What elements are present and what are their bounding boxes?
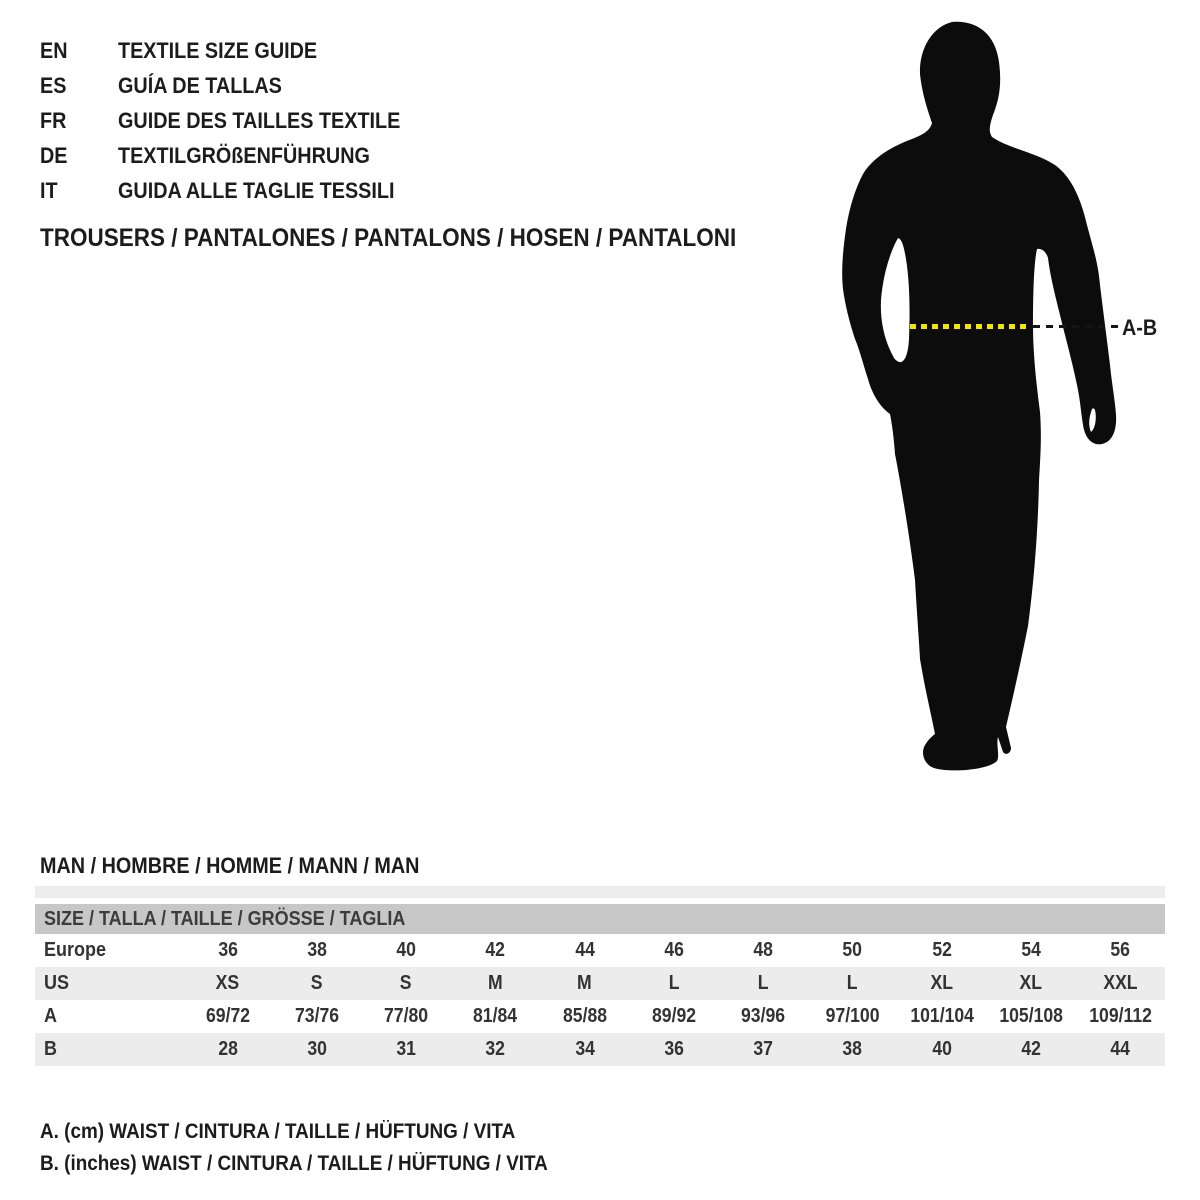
size-cell: 101/104	[909, 1005, 974, 1027]
size-cell: 38	[307, 939, 327, 961]
size-table-header: SIZE / TALLA / TAILLE / GRÖSSE / TAGLIA	[35, 904, 1165, 934]
guide-title-fr: GUIDE DES TAILLES TEXTILE	[118, 107, 401, 133]
size-cell: 38	[842, 1038, 863, 1060]
size-cell: L	[847, 972, 858, 994]
size-cell: 46	[664, 939, 684, 961]
size-cell: 42	[485, 939, 506, 961]
row-label: B	[44, 1038, 58, 1060]
language-code: IT	[40, 177, 58, 203]
size-cell: S	[400, 972, 413, 994]
size-table	[35, 886, 1165, 1066]
language-code: DE	[40, 142, 68, 168]
size-cell: 48	[753, 939, 774, 961]
size-cell: 69/72	[205, 1005, 250, 1027]
size-cell: 50	[842, 939, 863, 961]
size-cell: 54	[1021, 939, 1041, 961]
language-code: EN	[40, 37, 68, 63]
guide-title-es: GUÍA DE TALLAS	[118, 72, 282, 98]
size-cell: 77/80	[384, 1005, 429, 1027]
language-row-es	[40, 68, 432, 103]
size-cell: 109/112	[1088, 1005, 1152, 1027]
category-title: TROUSERS / PANTALONES / PANTALONS / HOSEN / PANTALONI	[40, 224, 737, 252]
size-cell: 30	[307, 1038, 327, 1060]
waist-dotted-line	[910, 324, 1030, 329]
size-cell: 97/100	[825, 1005, 880, 1027]
size-cell: 36	[217, 939, 238, 961]
size-cell: 93/96	[741, 1005, 786, 1027]
table-top-divider	[35, 886, 1165, 898]
row-label: US	[44, 972, 70, 994]
size-cell: 44	[1110, 1038, 1131, 1060]
size-cell: 28	[217, 1038, 238, 1060]
man-silhouette	[842, 22, 1116, 771]
size-table-row-us	[35, 967, 1165, 1000]
size-cell: 89/92	[651, 1005, 696, 1027]
size-cell: 56	[1110, 939, 1131, 961]
size-table-row-b-inches	[35, 1033, 1165, 1066]
language-row-it	[40, 173, 432, 208]
size-cell: 40	[396, 939, 416, 961]
measurement-footnotes	[40, 1116, 604, 1180]
size-cell: 105/108	[999, 1005, 1063, 1027]
size-cell: 37	[753, 1038, 774, 1060]
size-cell: 36	[664, 1038, 684, 1060]
language-row-fr	[40, 103, 432, 138]
size-cell: L	[757, 972, 769, 994]
man-silhouette-figure	[820, 0, 1200, 800]
size-cell: XS	[215, 972, 240, 994]
size-table-row-a-cm	[35, 1000, 1165, 1033]
size-cell: 52	[931, 939, 952, 961]
size-cell: XL	[930, 972, 953, 994]
size-cell: M	[577, 972, 593, 994]
section-title-man: MAN / HOMBRE / HOMME / MANN / MAN	[40, 853, 420, 878]
footnote-a-cm: A. (cm) WAIST / CINTURA / TAILLE / HÜFTUNG / VITA	[40, 1120, 516, 1143]
language-row-en	[40, 33, 432, 68]
size-cell: 44	[574, 939, 595, 961]
size-cell: S	[311, 972, 323, 994]
waist-measure-label: A-B	[1122, 315, 1158, 340]
man-silhouette-svg	[820, 0, 1200, 800]
size-cell: L	[668, 972, 680, 994]
size-cell: 42	[1021, 1038, 1041, 1060]
size-cell: 31	[396, 1038, 416, 1060]
size-cell: 81/84	[473, 1005, 518, 1027]
size-table-row-europe	[35, 934, 1165, 967]
guide-title-de: TEXTILGRÖßENFÜHRUNG	[118, 142, 370, 168]
waist-dashed-line	[1033, 325, 1118, 328]
size-cell: 73/76	[294, 1005, 339, 1027]
language-code: FR	[40, 107, 67, 133]
size-cell: XL	[1019, 972, 1043, 994]
guide-title-it: GUIDA ALLE TAGLIE TESSILI	[118, 177, 395, 203]
size-cell: XXL	[1103, 972, 1138, 994]
row-label: A	[44, 1005, 58, 1027]
language-title-list	[40, 33, 432, 208]
language-code: ES	[40, 72, 67, 98]
size-cell: 32	[485, 1038, 506, 1060]
row-label: Europe	[44, 939, 107, 961]
size-cell: M	[488, 972, 503, 994]
language-row-de	[40, 138, 432, 173]
size-cell: 40	[931, 1038, 952, 1060]
size-cell: 85/88	[562, 1005, 607, 1027]
size-cell: 34	[574, 1038, 595, 1060]
footnote-b-inches: B. (inches) WAIST / CINTURA / TAILLE / HÜFTUNG / VITA	[40, 1152, 548, 1175]
guide-title-en: TEXTILE SIZE GUIDE	[118, 37, 318, 63]
